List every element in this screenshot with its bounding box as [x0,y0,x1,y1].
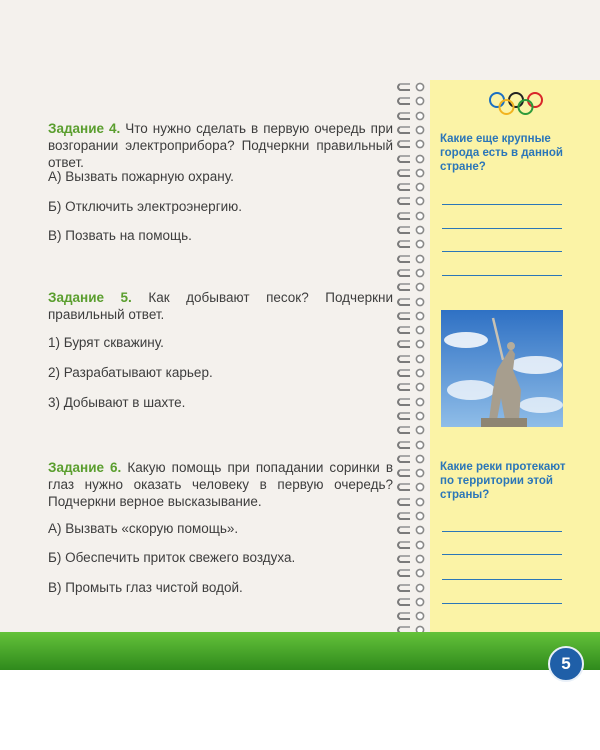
sidebar-question-cities: Какие еще крупные города есть в данной стране? [440,133,563,173]
spiral-coil [396,411,430,421]
task-5-answer-1[interactable]: 1) Бурят скважину. [48,335,164,350]
spiral-coil [396,554,430,564]
task-5-answer-2[interactable]: 2) Разрабатывают карьер. [48,365,213,380]
task-6-title: Задание 6. [48,460,122,475]
answer-line[interactable] [442,228,562,229]
spiral-coil [396,254,430,264]
spiral-coil [396,468,430,478]
task-6 [48,459,393,595]
spiral-coil [396,382,430,392]
spiral-coil [396,482,430,492]
task-4-text: Что нужно сделать в первую очередь при возгорании электроприбора? Подчеркни правильный ответ. [48,121,393,170]
spiral-coil [396,339,430,349]
spiral-binding [396,82,430,642]
grass-footer [0,632,600,670]
spiral-coil [396,354,430,364]
spiral-coil [396,425,430,435]
page-number-badge: 5 [548,646,584,682]
task-6-answer-c[interactable]: В) Промыть глаз чистой водой. [48,580,243,595]
task-6-text: Какую помощь при попадании соринки в глаз нужно оказать человеку в первую очередь? Подчеркни верное высказывание. [48,460,393,509]
spiral-coil [396,268,430,278]
olympic-rings-icon [488,90,544,118]
task-5-text: Как добывают песок? Подчеркни правильный ответ. [48,290,394,322]
spiral-coil [396,82,430,92]
answer-line[interactable] [442,531,562,532]
task-4-title: Задание 4. [48,121,121,136]
spiral-coil [396,511,430,521]
spiral-coil [396,182,430,192]
spiral-coil [396,397,430,407]
answer-line[interactable] [442,204,562,205]
task-4 [48,120,393,243]
sidebar-question-rivers: Какие реки протекают по территории этой страны? [440,461,566,501]
task-5 [48,289,394,410]
answer-line[interactable] [442,251,562,252]
task-4-answer-c[interactable]: В) Позвать на помощь. [48,228,192,243]
answer-line[interactable] [442,579,562,580]
spiral-coil [396,568,430,578]
spiral-coil [396,196,430,206]
spiral-coil [396,497,430,507]
spiral-coil [396,239,430,249]
spiral-coil [396,540,430,550]
spiral-coil [396,611,430,621]
spiral-coil [396,282,430,292]
task-4-answer-b[interactable]: Б) Отключить электроэнергию. [48,199,243,214]
task-6-answer-a[interactable]: А) Вызвать «скорую помощь». [48,521,239,536]
spiral-coil [396,311,430,321]
task-4-answer-a[interactable]: А) Вызвать пожарную охрану. [48,169,234,184]
spiral-coil [396,454,430,464]
spiral-coil [396,368,430,378]
task-5-title: Задание 5. [48,290,132,305]
spiral-coil [396,325,430,335]
spiral-coil [396,225,430,235]
spiral-coil [396,583,430,593]
spiral-coil [396,139,430,149]
spiral-coil [396,125,430,135]
answer-line[interactable] [442,275,562,276]
spiral-coil [396,297,430,307]
spiral-coil [396,211,430,221]
sidebar-panel [430,80,600,640]
spiral-coil [396,168,430,178]
spiral-coil [396,597,430,607]
spiral-coil [396,525,430,535]
spiral-coil [396,440,430,450]
task-6-answer-b[interactable]: Б) Обеспечить приток свежего воздуха. [48,550,296,565]
spiral-coil [396,111,430,121]
monument-photo [441,310,563,427]
spiral-coil [396,154,430,164]
task-5-answer-3[interactable]: 3) Добывают в шахте. [48,395,186,410]
answer-line[interactable] [442,603,562,604]
answer-line[interactable] [442,554,562,555]
spiral-coil [396,96,430,106]
